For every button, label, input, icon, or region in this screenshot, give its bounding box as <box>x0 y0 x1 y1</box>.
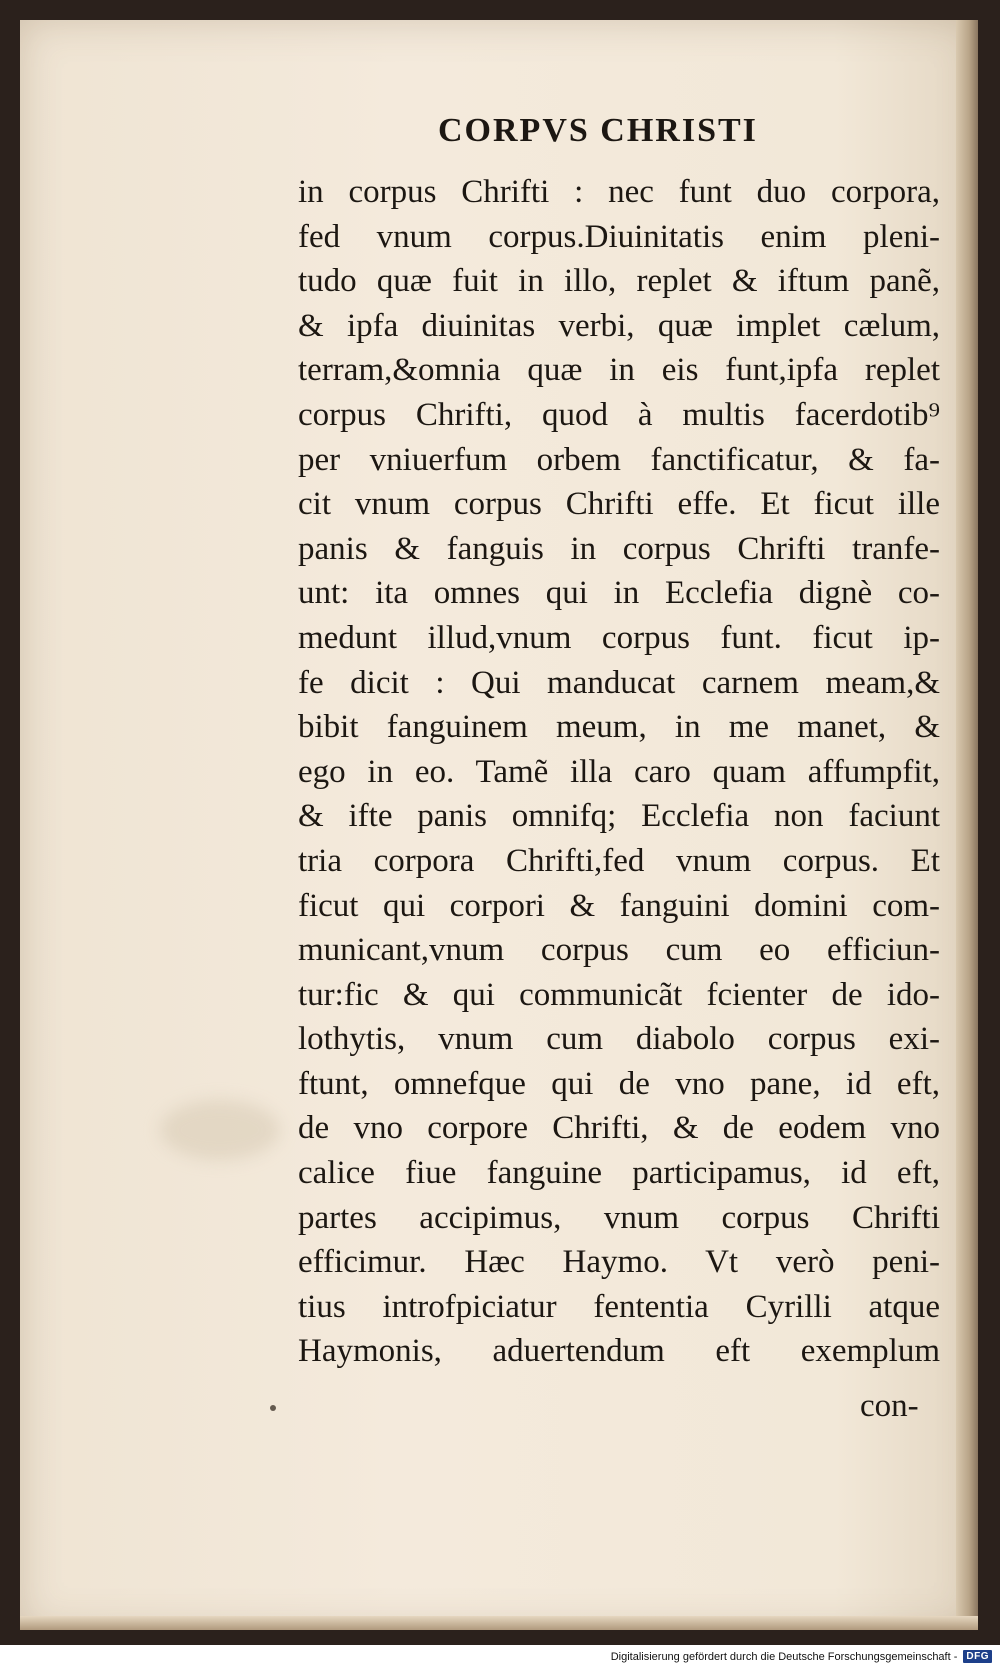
dfg-logo-icon: DFG <box>963 1650 992 1663</box>
text-line: panis & fanguis in corpus Chrifti tranfe- <box>298 530 940 567</box>
text-line: ficut qui corpori & fanguini domini com- <box>298 887 940 924</box>
digitization-credit <box>611 1650 992 1663</box>
page-edge-bottom <box>20 1616 978 1630</box>
text-line: in corpus Chrifti : nec funt duo corpora, <box>298 174 940 210</box>
text-line: cit vnum corpus Chrifti effe. Et ficut ille <box>298 486 940 523</box>
text-line: unt: ita omnes qui in Ecclefia dignè co- <box>298 575 940 612</box>
text-line: terram,&omnia quæ in eis funt,ipfa replet <box>298 352 940 389</box>
text-line: tius introfpiciatur fententia Cyrilli atque <box>298 1288 940 1325</box>
text-line: de vno corpore Chrifti, & de eodem vno <box>298 1110 940 1147</box>
text-line: corpus Chrifti, quod à multis facerdotib⁹ <box>298 396 940 433</box>
body-text <box>298 170 940 1374</box>
text-line: & ipfa diuinitas verbi, quæ implet cælum, <box>298 307 940 344</box>
text-line: lothytis, vnum cum diabolo corpus exi- <box>298 1021 940 1058</box>
text-line: tria corpora Chrifti,fed vnum corpus. Et <box>298 842 940 879</box>
book-page <box>20 20 978 1630</box>
text-line: ftunt, omnefque qui de vno pane, id eft, <box>298 1065 940 1102</box>
text-line: tur:fic & qui communicãt fcienter de ido- <box>298 976 940 1013</box>
text-line: bibit fanguinem meum, in me manet, & <box>298 709 940 746</box>
text-line: Haymonis, aduertendum eft exemplum <box>298 1333 940 1370</box>
credit-text: Digitalisierung gefördert durch die Deutsche Forschungsgemeinschaft - <box>610 1650 958 1663</box>
text-line: & ifte panis omnifq; Ecclefia non faciunt <box>298 798 940 835</box>
text-line: medunt illud,vnum corpus funt. ficut ip- <box>298 619 940 656</box>
text-line: partes accipimus, vnum corpus Chrifti <box>298 1199 940 1236</box>
text-line: per vniuerfum orbem fanctificatur, & fa- <box>298 441 940 478</box>
text-line: ego in eo. Tamẽ illa caro quam affumpfit, <box>298 753 940 790</box>
text-line: municant,vnum corpus cum eo efficiun- <box>298 932 940 969</box>
page-edge-right <box>956 20 978 1630</box>
text-line: fe dicit : Qui manducat carnem meam,& <box>298 664 940 701</box>
running-head: CORPVS CHRISTI <box>438 112 758 149</box>
paper-stain <box>160 1100 280 1160</box>
text-line: efficimur. Hæc Haymo. Vt verò peni- <box>298 1244 940 1281</box>
catchword: con- <box>860 1388 919 1424</box>
text-line: fed vnum corpus.Diuinitatis enim pleni- <box>298 218 940 255</box>
text-line: calice fiue fanguine participamus, id eft, <box>298 1155 940 1192</box>
ink-speck <box>270 1405 276 1411</box>
text-line: tudo quæ fuit in illo, replet & iftum panẽ, <box>298 263 940 300</box>
